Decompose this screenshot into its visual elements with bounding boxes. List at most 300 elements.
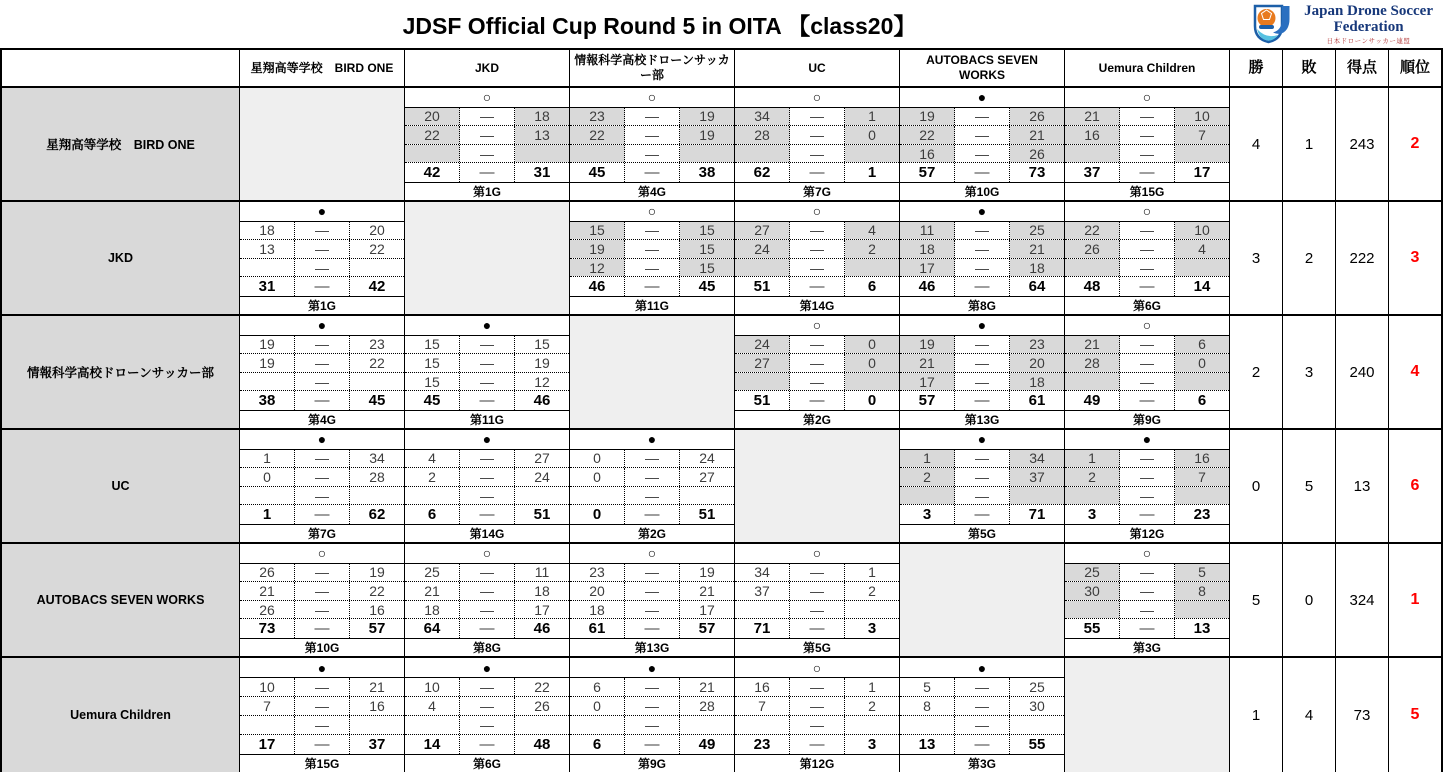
rank-cell: 6 <box>1410 477 1420 494</box>
set-score-left: 0 <box>570 468 625 486</box>
match-cell <box>900 316 1065 428</box>
set-score-right: 1 <box>868 564 876 581</box>
score-dash: — <box>955 505 1010 524</box>
set-score-right: 21 <box>699 583 715 599</box>
total-score-right: 46 <box>533 392 551 410</box>
loss-circle-icon: ● <box>482 431 492 448</box>
loss-circle-icon: ● <box>1142 431 1152 448</box>
total-score-left: 23 <box>735 735 790 754</box>
loss-circle-icon: ● <box>647 659 657 676</box>
corner-cell <box>2 50 240 86</box>
set-score-left: 21 <box>1065 108 1120 126</box>
total-score-row <box>1065 505 1229 525</box>
total-score-left: 57 <box>900 391 955 410</box>
score-dash: — <box>460 564 515 582</box>
match-cell <box>1065 430 1230 542</box>
set-score-right: 22 <box>369 355 385 371</box>
set-score-right <box>350 716 404 734</box>
match-result-row <box>1065 316 1229 336</box>
win-circle-icon: ○ <box>812 545 822 562</box>
match-result-row <box>240 316 404 336</box>
team-name-cell: UC <box>2 430 240 542</box>
set-score-right: 19 <box>680 108 734 126</box>
total-score-right: 71 <box>1028 506 1046 524</box>
game-label: 第7G <box>802 185 831 200</box>
team-row <box>2 430 1441 544</box>
wins-cell: 0 <box>1230 430 1283 542</box>
score-dash: — <box>790 126 845 144</box>
set-score-right: 11 <box>534 564 550 581</box>
game-label: 第8G <box>967 299 996 314</box>
set-score-left: 19 <box>900 336 955 354</box>
set-score-left <box>735 259 790 277</box>
set-score-left: 22 <box>1065 222 1120 240</box>
set-score-left: 11 <box>900 222 955 240</box>
match-result-row <box>900 316 1064 336</box>
set-score-left: 16 <box>1065 126 1120 144</box>
game-label: 第7G <box>307 527 336 542</box>
total-score-right: 23 <box>1193 506 1211 524</box>
score-dash: — <box>955 163 1010 182</box>
game-label: 第11G <box>634 299 670 314</box>
set-score-left: 24 <box>735 240 790 258</box>
set-score-right <box>1175 373 1229 391</box>
set-score-row <box>240 716 404 735</box>
score-dash: — <box>295 468 350 486</box>
set-score-left: 22 <box>405 126 460 144</box>
score-dash: — <box>790 678 845 696</box>
score-dash: — <box>955 450 1010 468</box>
set-score-row <box>1065 336 1229 355</box>
set-score-left <box>405 487 460 505</box>
set-score-left <box>405 145 460 163</box>
score-dash: — <box>625 222 680 240</box>
score-dash: — <box>295 487 350 505</box>
total-score-row <box>1065 619 1229 639</box>
loss-circle-icon: ● <box>977 659 987 676</box>
set-score-left <box>735 716 790 734</box>
set-score-row <box>900 450 1064 469</box>
set-score-right: 21 <box>369 679 385 695</box>
diagonal-cell <box>405 202 570 314</box>
set-score-right: 0 <box>845 126 899 144</box>
set-score-row <box>405 697 569 716</box>
score-dash: — <box>460 582 515 600</box>
set-score-row <box>570 108 734 127</box>
points-cell: 324 <box>1336 544 1389 656</box>
logo-name-line1: Japan Drone Soccer <box>1304 3 1433 19</box>
team-row <box>2 202 1441 316</box>
set-score-left: 1 <box>900 450 955 468</box>
set-score-right: 10 <box>1175 108 1229 126</box>
total-score-row <box>240 505 404 525</box>
total-score-left: 71 <box>735 619 790 638</box>
diagonal-cell <box>570 316 735 428</box>
match-cell <box>240 316 405 428</box>
set-score-left <box>735 145 790 163</box>
game-label: 第8G <box>472 641 501 656</box>
match-result-row <box>405 316 569 336</box>
score-dash: — <box>1120 277 1175 296</box>
set-score-right: 2 <box>868 698 876 714</box>
set-score-right: 37 <box>1010 468 1064 486</box>
logo-subtitle: 日本ドローンサッカー連盟 <box>1326 38 1411 46</box>
set-score-row <box>900 716 1064 735</box>
set-score-right: 22 <box>369 583 385 599</box>
score-dash: — <box>460 678 515 696</box>
total-score-left: 61 <box>570 619 625 638</box>
score-dash: — <box>1120 259 1175 277</box>
score-dash: — <box>955 391 1010 410</box>
set-score-row <box>570 564 734 583</box>
rank-cell: 4 <box>1410 363 1420 380</box>
total-score-right: 62 <box>368 506 386 524</box>
score-dash: — <box>790 108 845 126</box>
set-score-right: 18 <box>1010 259 1064 277</box>
set-score-left: 16 <box>900 145 955 163</box>
set-score-row <box>900 222 1064 241</box>
set-score-right: 20 <box>369 222 385 239</box>
score-dash: — <box>625 678 680 696</box>
score-dash: — <box>295 582 350 600</box>
set-score-left <box>240 259 295 277</box>
win-circle-icon: ○ <box>647 545 657 562</box>
set-score-row <box>240 259 404 278</box>
set-score-row <box>570 240 734 259</box>
total-score-row <box>735 391 899 411</box>
score-dash: — <box>790 582 845 600</box>
total-score-row <box>735 619 899 639</box>
set-score-right: 8 <box>1175 582 1229 600</box>
score-dash: — <box>460 487 515 505</box>
set-score-row <box>900 678 1064 697</box>
set-score-left: 37 <box>735 582 790 600</box>
set-score-right: 24 <box>699 450 715 467</box>
score-dash: — <box>460 373 515 391</box>
win-circle-icon: ○ <box>482 545 492 562</box>
set-score-right <box>845 601 899 619</box>
set-score-right: 15 <box>680 240 734 258</box>
total-score-right: 6 <box>867 278 877 296</box>
match-cell <box>240 544 405 656</box>
match-result-row <box>735 658 899 678</box>
set-score-right <box>680 487 734 505</box>
win-circle-icon: ○ <box>812 203 822 220</box>
total-score-right: 3 <box>867 620 877 638</box>
set-score-row <box>405 145 569 164</box>
set-score-left <box>1065 601 1120 619</box>
losses-cell: 4 <box>1283 658 1336 772</box>
wins-cell: 2 <box>1230 316 1283 428</box>
set-score-row <box>240 336 404 355</box>
game-label: 第4G <box>637 185 666 200</box>
set-score-left: 28 <box>735 126 790 144</box>
total-score-row <box>240 391 404 411</box>
set-score-left: 0 <box>570 697 625 715</box>
score-dash: — <box>625 145 680 163</box>
loss-circle-icon: ● <box>317 431 327 448</box>
set-score-left: 13 <box>240 240 295 258</box>
total-score-row <box>570 505 734 525</box>
set-score-row <box>900 240 1064 259</box>
total-score-right: 37 <box>368 736 386 753</box>
set-score-left: 0 <box>240 468 295 486</box>
set-score-right <box>845 145 899 163</box>
total-score-left: 3 <box>900 505 955 524</box>
score-dash: — <box>955 468 1010 486</box>
set-score-right: 2 <box>845 240 899 258</box>
total-score-left: 64 <box>405 619 460 638</box>
total-score-left: 37 <box>1065 163 1120 182</box>
win-circle-icon: ○ <box>1142 89 1152 106</box>
game-label: 第15G <box>304 757 340 771</box>
set-score-row <box>240 373 404 392</box>
total-score-left: 51 <box>735 391 790 410</box>
wins-cell: 5 <box>1230 544 1283 656</box>
rank-cell: 3 <box>1410 249 1420 266</box>
set-score-row <box>735 697 899 716</box>
score-dash: — <box>1120 336 1175 354</box>
match-cell <box>735 658 900 772</box>
set-score-row <box>735 126 899 145</box>
set-score-row <box>405 373 569 392</box>
set-score-row <box>405 716 569 735</box>
score-dash: — <box>295 716 350 734</box>
score-dash: — <box>1120 222 1175 240</box>
win-circle-icon: ○ <box>812 89 822 106</box>
set-score-left <box>900 487 955 505</box>
total-score-left: 38 <box>240 391 295 410</box>
set-score-left: 18 <box>900 240 955 258</box>
score-dash: — <box>295 391 350 410</box>
total-score-left: 31 <box>240 277 295 296</box>
score-dash: — <box>955 735 1010 754</box>
match-result-row <box>570 544 734 564</box>
set-score-right: 0 <box>845 354 899 372</box>
match-result-row <box>405 430 569 450</box>
score-dash: — <box>460 391 515 410</box>
total-score-left: 57 <box>900 163 955 182</box>
set-score-left: 19 <box>570 240 625 258</box>
match-result-row <box>1065 202 1229 222</box>
game-label: 第1G <box>307 299 336 314</box>
total-score-right: 55 <box>1028 736 1046 753</box>
set-score-row <box>240 468 404 487</box>
set-score-left: 8 <box>900 697 955 715</box>
match-cell <box>900 430 1065 542</box>
set-score-row <box>1065 108 1229 127</box>
total-score-left: 6 <box>405 505 460 524</box>
match-result-row <box>1065 430 1229 450</box>
set-score-left: 27 <box>735 222 790 240</box>
rank-cell: 1 <box>1410 591 1420 608</box>
match-cell <box>240 430 405 542</box>
set-score-right <box>515 487 569 505</box>
set-score-left: 10 <box>405 678 460 696</box>
score-dash: — <box>790 354 845 372</box>
set-score-row <box>405 601 569 620</box>
total-score-row <box>405 619 569 639</box>
opponent-header: 情報科学高校ドローンサッカー部 <box>570 50 735 86</box>
set-score-right: 25 <box>1029 679 1045 695</box>
set-score-left: 2 <box>1065 468 1120 486</box>
set-score-right: 22 <box>534 679 550 695</box>
score-dash: — <box>625 450 680 468</box>
set-score-right <box>680 716 734 734</box>
set-score-left <box>1065 373 1120 391</box>
set-score-row <box>1065 126 1229 145</box>
rank-cell: 5 <box>1410 706 1420 723</box>
match-result-row <box>735 88 899 108</box>
total-score-row <box>570 277 734 297</box>
set-score-row <box>900 108 1064 127</box>
set-score-row <box>900 126 1064 145</box>
total-score-row <box>735 163 899 183</box>
game-label: 第12G <box>1129 527 1165 542</box>
match-result-row <box>570 430 734 450</box>
set-score-row <box>240 582 404 601</box>
team-row <box>2 544 1441 658</box>
set-score-row <box>735 678 899 697</box>
set-score-row <box>240 450 404 469</box>
total-score-row <box>405 391 569 411</box>
loss-circle-icon: ● <box>977 89 987 106</box>
set-score-row <box>570 145 734 164</box>
score-dash: — <box>955 716 1010 734</box>
total-score-left: 1 <box>240 505 295 524</box>
set-score-row <box>1065 145 1229 164</box>
set-score-row <box>1065 259 1229 278</box>
summary-header: 敗 <box>1283 50 1336 86</box>
set-score-left: 5 <box>900 678 955 696</box>
score-dash: — <box>955 697 1010 715</box>
match-result-row <box>405 88 569 108</box>
set-score-row <box>405 336 569 355</box>
set-score-right: 19 <box>369 564 385 581</box>
set-score-row <box>570 487 734 506</box>
set-score-row <box>735 145 899 164</box>
set-score-right: 26 <box>1010 108 1064 126</box>
loss-circle-icon: ● <box>317 203 327 220</box>
set-score-right <box>350 487 404 505</box>
set-score-left: 21 <box>240 582 295 600</box>
set-score-right: 18 <box>515 108 569 126</box>
total-score-left: 48 <box>1065 277 1120 296</box>
score-dash: — <box>625 259 680 277</box>
score-dash: — <box>460 697 515 715</box>
score-dash: — <box>295 735 350 754</box>
set-score-right: 34 <box>1010 450 1064 468</box>
match-cell <box>405 544 570 656</box>
game-label: 第5G <box>967 527 996 542</box>
score-dash: — <box>460 126 515 144</box>
total-score-left: 49 <box>1065 391 1120 410</box>
set-score-right <box>845 259 899 277</box>
score-dash: — <box>625 735 680 754</box>
federation-logo-icon <box>1253 4 1297 44</box>
team-name-cell: AUTOBACS SEVEN WORKS <box>2 544 240 656</box>
match-cell <box>570 202 735 314</box>
set-score-left: 17 <box>900 373 955 391</box>
match-result-row <box>240 202 404 222</box>
match-result-row <box>735 544 899 564</box>
score-dash: — <box>955 678 1010 696</box>
set-score-left <box>240 487 295 505</box>
set-score-row <box>405 126 569 145</box>
set-score-right: 12 <box>534 373 550 390</box>
set-score-right: 27 <box>699 469 715 485</box>
score-dash: — <box>625 126 680 144</box>
score-dash: — <box>460 601 515 619</box>
set-score-right: 15 <box>680 222 734 240</box>
score-dash: — <box>790 735 845 754</box>
set-score-left <box>1065 487 1120 505</box>
diagonal-cell <box>735 430 900 542</box>
match-cell <box>1065 88 1230 200</box>
score-dash: — <box>955 240 1010 258</box>
score-dash: — <box>625 468 680 486</box>
score-dash: — <box>625 277 680 296</box>
match-cell <box>1065 202 1230 314</box>
federation-logo-text <box>1304 3 1433 45</box>
total-score-right: 14 <box>1193 278 1211 296</box>
score-dash: — <box>955 126 1010 144</box>
set-score-right: 15 <box>680 259 734 277</box>
game-label: 第10G <box>964 185 1000 200</box>
total-score-right: 48 <box>533 736 551 753</box>
set-score-row <box>570 126 734 145</box>
set-score-left: 2 <box>405 468 460 486</box>
score-dash: — <box>955 336 1010 354</box>
set-score-right <box>680 145 734 163</box>
set-score-row <box>570 468 734 487</box>
set-score-right: 34 <box>369 450 385 467</box>
set-score-right: 18 <box>1010 373 1064 391</box>
set-score-row <box>1065 240 1229 259</box>
score-dash: — <box>460 354 515 372</box>
score-dash: — <box>1120 145 1175 163</box>
rank-cell: 2 <box>1410 135 1420 152</box>
game-label: 第3G <box>967 757 996 771</box>
score-dash: — <box>625 505 680 524</box>
total-score-row <box>570 163 734 183</box>
score-dash: — <box>790 277 845 296</box>
set-score-row <box>735 222 899 241</box>
set-score-left <box>735 373 790 391</box>
score-dash: — <box>955 108 1010 126</box>
score-dash: — <box>295 277 350 296</box>
points-cell: 243 <box>1336 88 1389 200</box>
game-label: 第10G <box>304 641 340 656</box>
set-score-right: 28 <box>369 469 385 485</box>
score-dash: — <box>625 108 680 126</box>
score-dash: — <box>955 354 1010 372</box>
win-circle-icon: ○ <box>1142 317 1152 334</box>
set-score-left <box>405 716 460 734</box>
win-circle-icon: ○ <box>317 545 327 562</box>
set-score-row <box>735 716 899 735</box>
set-score-left: 15 <box>570 222 625 240</box>
score-dash: — <box>1120 126 1175 144</box>
total-score-row <box>1065 391 1229 411</box>
set-score-left: 22 <box>570 126 625 144</box>
set-score-left: 7 <box>240 697 295 715</box>
set-score-row <box>570 222 734 241</box>
set-score-left <box>735 601 790 619</box>
set-score-left: 21 <box>1065 336 1120 354</box>
match-result-row <box>900 430 1064 450</box>
set-score-left: 25 <box>405 564 460 582</box>
